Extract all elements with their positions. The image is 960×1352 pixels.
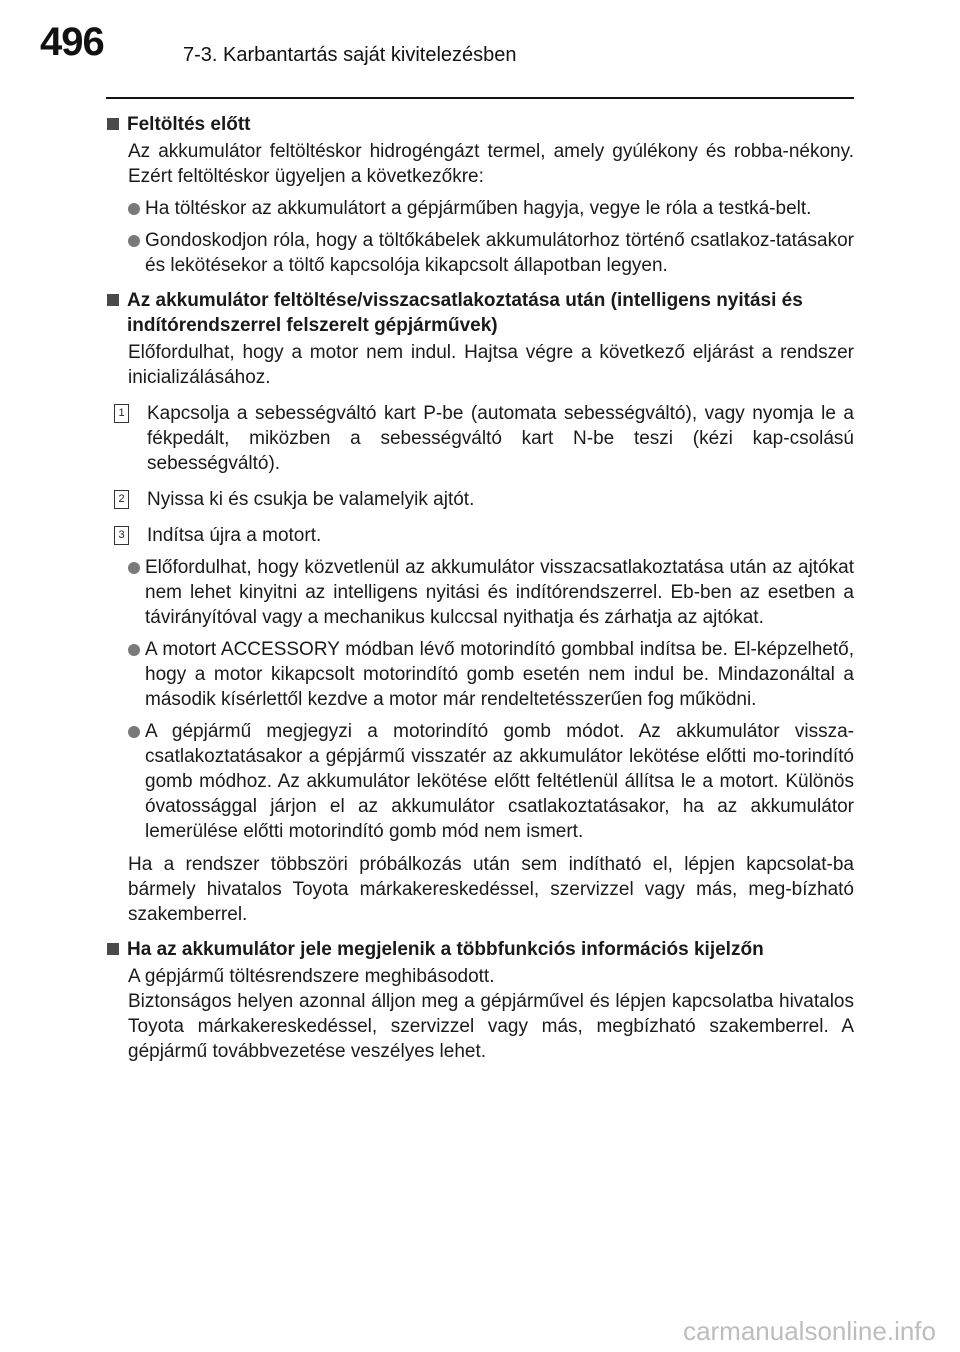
circle-bullet-icon xyxy=(128,644,140,656)
bullet-text: Gondoskodjon róla, hogy a töltőkábelek akkumulátorhoz történő csatlakoz-tatásakor és lekötésekor a töltő kapcsolója kikapcsolt állapotban legyen. xyxy=(145,230,854,276)
bullet-text: Előfordulhat, hogy közvetlenül az akkumulátor visszacsatlakoztatása után az ajtókat nem lehet kinyitni az intelligens nyitási és indítórendszerrel. Eb-ben az esetben a távirányítóval vagy a mechanikus kulccsal nyithatja és zárhatja az ajtókat. xyxy=(145,557,854,628)
bullet-text: Ha töltéskor az akkumulátort a gépjárműben hagyja, vegye le róla a testká-belt. xyxy=(145,198,812,219)
step-number-badge: 2 xyxy=(114,490,129,509)
step-number-badge: 1 xyxy=(114,404,129,423)
square-bullet-icon xyxy=(107,294,119,306)
paragraph: Biztonságos helyen azonnal álljon meg a gépjárművel és lépjen kapcsolatba hivatalos Toyota márkakereskedéssel, szervizzel vagy más, megbízható szakemberrel. A gépjármű továbbvezetése veszélyes lehet. xyxy=(128,991,854,1062)
paragraph: Ha a rendszer többszöri próbálkozás után sem indítható el, lépjen kapcsolat-ba bármely hivatalos Toyota márkakereskedéssel, szervizzel vagy más, meg-bízható szakemberrel. xyxy=(128,854,854,925)
section-heading xyxy=(106,112,854,137)
section-heading xyxy=(106,937,854,962)
step-item xyxy=(114,401,854,476)
bullet-item xyxy=(128,196,854,221)
bullet-item xyxy=(128,719,854,844)
bullet-text: A motort ACCESSORY módban lévő motorindító gombbal indítsa be. El-képzelhető, hogy a motor kikapcsolt motorindító gomb esetén nem indul be. Mindazonáltal a második kísérlettől kezdve a motor már rendeltetésszerűen fog működni. xyxy=(145,639,854,710)
header-rule xyxy=(106,97,854,99)
section-heading-text: Az akkumulátor feltöltése/visszacsatlakoztatása után (intelligens nyitási és indítórendszerrel felszerelt gépjárművek) xyxy=(127,290,803,336)
section-title: 7-3. Karbantartás saját kivitelezésben xyxy=(183,44,517,66)
section-heading-text: Feltöltés előtt xyxy=(127,114,251,135)
square-bullet-icon xyxy=(107,118,119,130)
page-content xyxy=(106,108,854,1064)
section-heading xyxy=(106,288,854,338)
circle-bullet-icon xyxy=(128,235,140,247)
bullet-text: A gépjármű megjegyzi a motorindító gomb módot. Az akkumulátor vissza-csatlakoztatásakor a gépjármű visszatér az akkumulátor lekötése előtti mo-torindító gomb módhoz. Az akkumulátor lekötése előtt feltétlenül állítsa le a motort. Különös óvatossággal járjon el az akkumulátor csatlakoztatásakor, ha az akkumulátor lemerülése előtti motorindító gomb mód nem ismert. xyxy=(145,721,854,842)
step-number-badge: 3 xyxy=(114,526,129,545)
watermark: carmanualsonline.info xyxy=(683,1316,936,1346)
paragraph: A gépjármű töltésrendszere meghibásodott. xyxy=(128,966,495,987)
step-item xyxy=(114,523,854,548)
circle-bullet-icon xyxy=(128,562,140,574)
step-text: Indítsa újra a motort. xyxy=(147,525,322,546)
circle-bullet-icon xyxy=(128,203,140,215)
paragraph: Előfordulhat, hogy a motor nem indul. Hajtsa végre a következő eljárást a rendszer inicializálásához. xyxy=(128,342,854,388)
step-text: Nyissa ki és csukja be valamelyik ajtót. xyxy=(147,489,475,510)
paragraph: Az akkumulátor feltöltéskor hidrogéngázt termel, amely gyúlékony és robba-nékony. Ezért feltöltéskor ügyeljen a következőkre: xyxy=(128,141,854,187)
step-item xyxy=(114,487,854,512)
page-number: 496 xyxy=(40,20,104,64)
bullet-item xyxy=(128,637,854,712)
square-bullet-icon xyxy=(107,943,119,955)
section-heading-text: Ha az akkumulátor jele megjelenik a többfunkciós információs kijelzőn xyxy=(127,939,764,960)
step-text: Kapcsolja a sebességváltó kart P-be (automata sebességváltó), vagy nyomja le a fékpedált, miközben a sebességváltó kart N-be teszi (kézi kap-csolású sebességváltó). xyxy=(147,403,854,474)
circle-bullet-icon xyxy=(128,726,140,738)
bullet-item xyxy=(128,228,854,278)
bullet-item xyxy=(128,555,854,630)
